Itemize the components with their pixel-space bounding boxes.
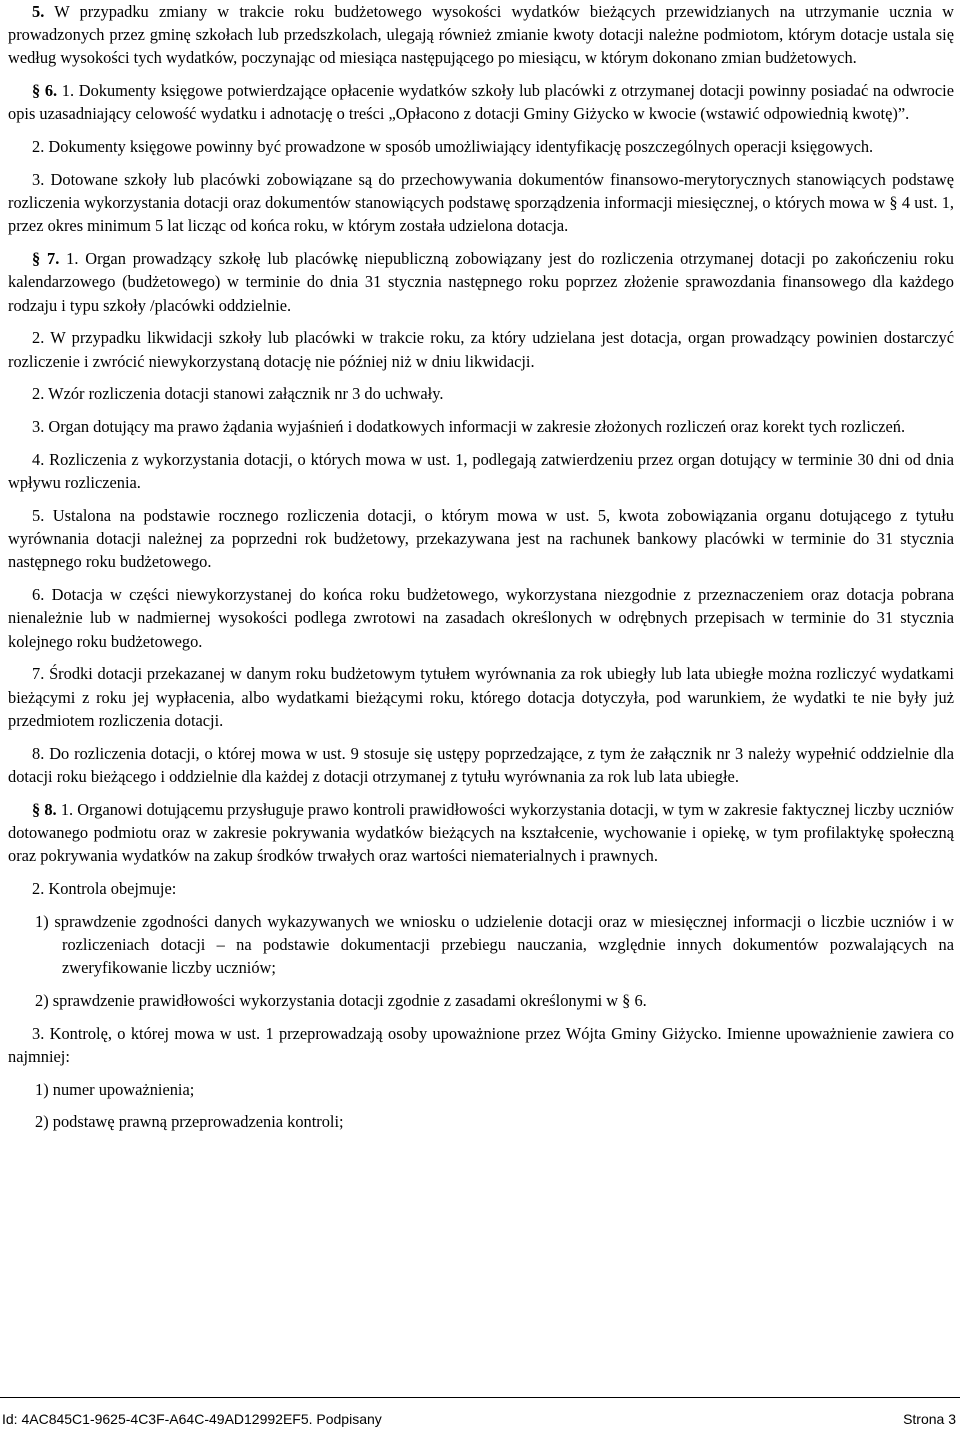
paragraph-text: 3. Dotowane szkoły lub placówki zobowiązane są do przechowywania dokumentów finansowo-merytorycznych stanowiących podstawę rozliczenia wykorzystania dotacji oraz dokumentów stanowiących podstawę sporządzenia informacji miesięcznej, o których mowa w § 4 ust. 1, przez okres minimum 5 lat licząc od końca roku, w którym została udzielona dotacja. [8,170,954,236]
section-6-paragraph-3 [8,168,954,238]
list-item [8,1110,954,1133]
paragraph-text: 8. Do rozliczenia dotacji, o której mowa w ust. 9 stosuje się ustępy poprzedzające, z tym że załącznik nr 3 należy wypełnić oddzielnie dla dotacji roku bieżącego i oddzielnie dla każdej z dotacji otrzymanej z tytułu wyrównania za rok lub lata ubiegłe. [8,743,954,786]
paragraph-text: 7. Środki dotacji przekazanej w danym roku budżetowym tytułem wyrównania za rok ubiegły lub lata ubiegłe można rozliczyć wydatkami bieżącymi z roku jej wypłacenia, albo wydatkami bieżącymi roku, którego dotacja dotyczyła, pod warunkiem, że wydatki te nie były już przedmiotem rozliczenia dotacji. [8,664,954,730]
section-7-paragraph-4 [8,448,954,494]
section-7-paragraph-2b [8,382,954,405]
section-heading: § 6. [32,81,58,101]
section-8-paragraph-3 [8,1022,954,1068]
paragraph-text: 1. Dokumenty księgowe potwierdzające opłacenie wydatków szkoły lub placówki z otrzymanej dotacji powinny posiadać na odwrocie opis uzasadniający celowość wydatku i adnotację o treści „Opłacono z dotacji Gminy Giżycko w kwocie (wstawić odpowiednią kwotę)”. [8,81,954,124]
document-body [8,0,954,1143]
section-7-paragraph-2 [8,326,954,372]
document-id: Id: 4AC845C1-9625-4C3F-A64C-49AD12992EF5. Podpisany [2,1411,382,1427]
page-footer [0,1397,960,1429]
paragraph-text: 3. Kontrolę, o której mowa w ust. 1 przeprowadzają osoby upoważnione przez Wójta Gminy Giżycko. Imienne upoważnienie zawiera co najmniej: [8,1023,954,1066]
section-7-paragraph-5 [8,504,954,574]
list-item [8,1078,954,1101]
section-7-paragraph-6 [8,583,954,653]
paragraph-text: 5. Ustalona na podstawie rocznego rozliczenia dotacji, o którym mowa w ust. 5, kwota zobowiązania organu dotującego z tytułu wyrównania dotacji należnej za poprzedni rok budżetowy, przekazywana jest na rachunek bankowy placówki w terminie do 31 stycznia następnego roku budżetowego. [8,506,954,572]
page-number: Strona 3 [903,1411,956,1427]
paragraph-text: 1. Organowi dotującemu przysługuje prawo kontroli prawidłowości wykorzystania dotacji, w tym w zakresie faktycznej liczby uczniów dotowanego podmiotu oraz w zakresie pokrywania wydatków bieżących na kształcenie, wychowanie i opiekę, w tym profilaktykę społeczną oraz pokrywania wydatków na zakup środków trwałych oraz wartości niematerialnych i prawnych. [8,799,954,866]
section-7-paragraph-1 [8,247,954,317]
paragraph-text: 4. Rozliczenia z wykorzystania dotacji, o których mowa w ust. 1, podlegają zatwierdzeniu przez organ dotujący w terminie 30 dni od dnia wpływu rozliczenia. [8,450,954,493]
paragraph-text: W przypadku zmiany w trakcie roku budżetowego wysokości wydatków bieżących przewidzianych na utrzymanie ucznia w prowadzonych przez gminę szkołach lub przedszkolach, ulegają również zmianie kwoty dotacji należne podmiotom, którym dotacje ustala się według wysokości tych wydatków, poczynając od miesiąca następującego po miesiącu, w którym dokonano zmian budżetowych. [8,2,954,68]
paragraph-text: 2. Dokumenty księgowe powinny być prowadzone w sposób umożliwiający identyfikację poszczególnych operacji księgowych. [32,137,874,157]
list-item-text: 2) sprawdzenie prawidłowości wykorzystania dotacji zgodnie z zasadami określonymi w § 6. [35,990,647,1010]
paragraph-text: 2. Kontrola obejmuje: [32,878,177,898]
section-8-paragraph-1 [8,798,954,868]
paragraph-text: 2. W przypadku likwidacji szkoły lub placówki w trakcie roku, za który udzielana jest dotacja, organ prowadzący powinien dostarczyć rozliczenie i zwrócić niewykorzystaną dotację nie później niż w dniu likwidacji. [8,328,954,371]
list-item-text: 2) podstawę prawną przeprowadzenia kontroli; [35,1112,344,1132]
section-7-paragraph-7 [8,662,954,732]
section-6-paragraph-2 [8,135,954,158]
paragraph-text: 3. Organ dotujący ma prawo żądania wyjaśnień i dodatkowych informacji w zakresie złożonych rozliczeń oraz korekt tych rozliczeń. [32,417,906,437]
list-item [8,989,954,1012]
section-6-paragraph-1 [8,79,954,125]
section-7-paragraph-8 [8,742,954,788]
section-8-paragraph-2 [8,877,954,900]
paragraph-text: 1. Organ prowadzący szkołę lub placówkę niepubliczną zobowiązany jest do rozliczenia otrzymanej dotacji po zakończeniu roku kalendarzowego (budżetowego) w terminie do dnia 31 stycznia następnego roku poprzez złożenie sprawozdania finansowego dla każdego rodzaju i typu szkoły /placówki oddzielnie. [8,249,954,315]
list-item-text: 1) numer upoważnienia; [35,1079,195,1099]
list-item [8,910,954,980]
section-7-paragraph-3 [8,415,954,438]
section-heading: § 7. [32,249,60,269]
list-item-text: 1) sprawdzenie zgodności danych wykazywanych we wniosku o udzielenie dotacji oraz w miesięcznej informacji o liczbie uczniów i w rozliczeniach dotacji – na podstawie dokumentacji przebiegu nauczania, względnie innych dokumentów pozwalających na zweryfikowanie liczby uczniów; [35,911,954,978]
section-heading: § 8. [32,799,57,819]
paragraph-lead: 5. [32,2,45,21]
paragraph-5 [8,0,954,70]
paragraph-text: 2. Wzór rozliczenia dotacji stanowi załącznik nr 3 do uchwały. [32,384,444,404]
paragraph-text: 6. Dotacja w części niewykorzystanej do końca roku budżetowego, wykorzystana niezgodnie z przeznaczeniem oraz dotacja pobrana nienależnie lub w nadmiernej wysokości podlega zwrotowi na zasadach określonych w odrębnych przepisach w terminie do 31 stycznia kolejnego roku budżetowego. [8,585,954,651]
